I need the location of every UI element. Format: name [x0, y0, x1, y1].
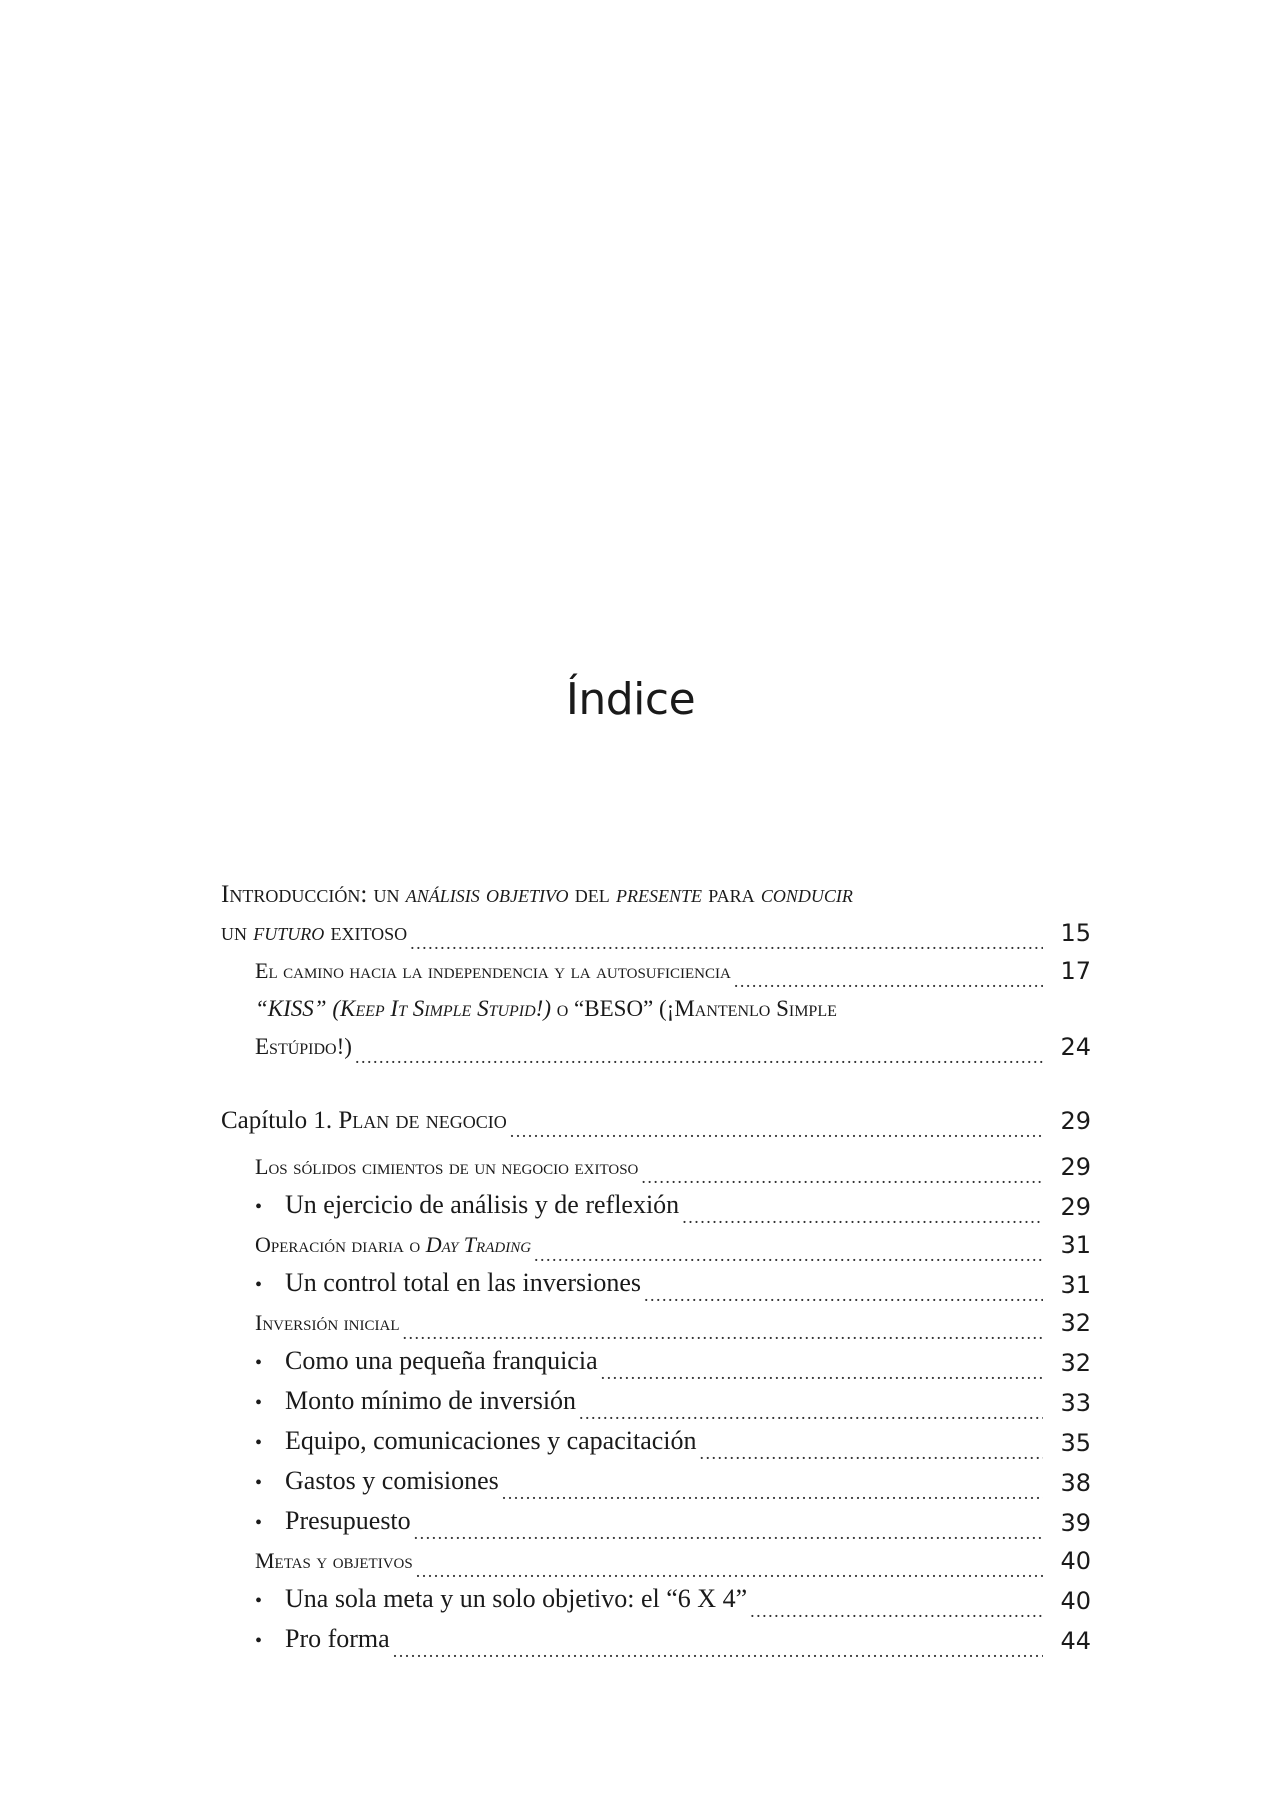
toc-bullet-entry[interactable]: [221, 1502, 1091, 1542]
kiss-text-2: Keep It Simple Stupid!): [340, 996, 551, 1021]
entry-text: Los sólidos cimientos de un negocio exitoso: [255, 1154, 639, 1179]
entry-text: Inversión inicial: [255, 1310, 400, 1335]
toc-section-entry[interactable]: [221, 1226, 1091, 1264]
toc-entry-chapter-1[interactable]: [221, 1102, 1091, 1140]
entry-label: [255, 1502, 411, 1542]
dot-leader: [750, 1602, 1043, 1620]
toc-section-entry[interactable]: [221, 1148, 1091, 1186]
dot-leader: [402, 1324, 1043, 1342]
dot-leader: [641, 1168, 1043, 1186]
dot-leader: [355, 1048, 1043, 1066]
entry-label: [255, 1264, 641, 1304]
entry-text: Como una pequeña franquicia: [285, 1346, 598, 1375]
toc-entry-kiss[interactable]: [221, 1028, 1091, 1066]
toc-bullet-entry[interactable]: [221, 1382, 1091, 1422]
intro-text-8: futuro: [253, 919, 325, 946]
dot-leader: [502, 1484, 1043, 1502]
dot-leader: [601, 1364, 1043, 1382]
entry-text: Un control total en las inversiones: [285, 1268, 641, 1297]
bullet-icon: •: [255, 1352, 263, 1374]
toc-bullet-entry[interactable]: [221, 1422, 1091, 1462]
bullet-icon: •: [255, 1472, 263, 1494]
toc-bullet-entry[interactable]: [221, 1620, 1091, 1660]
toc-entry-camino[interactable]: [221, 952, 1091, 990]
toc-bullet-entry[interactable]: [221, 1186, 1091, 1226]
toc-bullet-entry[interactable]: [221, 1580, 1091, 1620]
page-number: 29: [1060, 1153, 1091, 1181]
entry-text: Gastos y comisiones: [285, 1466, 499, 1495]
dot-leader: [534, 1246, 1043, 1264]
intro-line2: [221, 914, 407, 952]
page-number: 40: [1060, 1587, 1091, 1615]
entry-label: [255, 1148, 638, 1186]
chapter-1-entries: [221, 1148, 1091, 1660]
kiss-text-1: “KISS” (: [255, 996, 340, 1021]
toc-entry-kiss-line1: [221, 990, 1091, 1028]
entry-text: Operación diaria o: [255, 1232, 426, 1257]
entry-text: Equipo, comunicaciones y capacitación: [285, 1426, 697, 1455]
page-number: 29: [1060, 1193, 1091, 1221]
bullet-icon: •: [255, 1196, 263, 1218]
entry-label: El camino hacia la independencia y la autosuficiencia: [255, 958, 731, 983]
spacer: [221, 1066, 1091, 1102]
entry-label: [255, 1382, 576, 1422]
page-number: 24: [1060, 1033, 1091, 1061]
entry-label: [255, 1342, 598, 1382]
page-number: 17: [1060, 957, 1091, 985]
bullet-icon: •: [255, 1432, 263, 1454]
page-number: 33: [1060, 1389, 1091, 1417]
toc-section-entry[interactable]: [221, 1304, 1091, 1342]
page-number: 39: [1060, 1509, 1091, 1537]
bullet-icon: •: [255, 1630, 263, 1652]
page-number: 15: [1060, 919, 1091, 947]
intro-text-2: análisis objetivo: [405, 881, 569, 908]
dot-leader: [393, 1642, 1043, 1660]
dot-leader: [682, 1208, 1043, 1226]
intro-text-3: del: [568, 881, 616, 908]
toc-bullet-entry[interactable]: [221, 1462, 1091, 1502]
dot-leader: [734, 972, 1043, 990]
intro-text-7: un: [221, 919, 254, 946]
dot-leader: [644, 1286, 1043, 1304]
bullet-icon: •: [255, 1274, 263, 1296]
dot-leader: [414, 1524, 1043, 1542]
table-of-contents: [221, 876, 1091, 1660]
entry-label: Estúpido!): [255, 1034, 352, 1059]
dot-leader: [579, 1404, 1043, 1422]
dot-leader: [700, 1444, 1043, 1462]
entry-text: Una sola meta y un solo objetivo: el “6 X 4”: [285, 1584, 748, 1613]
intro-text-9: exitoso: [324, 919, 408, 946]
intro-text-6: conducir: [760, 881, 853, 908]
bullet-icon: •: [255, 1392, 263, 1414]
intro-text-1: Introducción: un: [221, 881, 406, 908]
dot-leader: [410, 934, 1043, 952]
page-number: 32: [1060, 1309, 1091, 1337]
entry-text-italic: Day Trading: [425, 1232, 532, 1257]
entry-label: [255, 1580, 747, 1620]
toc-bullet-entry[interactable]: [221, 1342, 1091, 1382]
entry-label: [255, 1304, 399, 1342]
entry-text: Monto mínimo de inversión: [285, 1386, 577, 1415]
page-number: 35: [1060, 1429, 1091, 1457]
page-number: 44: [1060, 1627, 1091, 1655]
entry-text: Un ejercicio de análisis y de reflexión: [285, 1190, 680, 1219]
page-title: Índice: [565, 674, 696, 725]
entry-label: [255, 1462, 499, 1502]
bullet-icon: •: [255, 1590, 263, 1612]
page-number: 40: [1060, 1547, 1091, 1575]
entry-text: Pro forma: [285, 1624, 390, 1653]
toc-entry-introduction[interactable]: [221, 914, 1091, 952]
entry-text: Metas y objetivos: [255, 1548, 413, 1573]
intro-text-5: para: [701, 881, 761, 908]
spacer: [221, 1140, 1091, 1148]
intro-text-4: presente: [615, 881, 702, 908]
entry-label: [255, 1620, 390, 1660]
toc-section-entry[interactable]: [221, 1542, 1091, 1580]
chapter-prefix: Capítulo 1.: [221, 1107, 339, 1134]
toc-entry-introduction-line1: [221, 876, 1091, 914]
kiss-text-3: o “BESO” (¡Mantenlo Simple: [551, 996, 837, 1021]
chapter-label: [221, 1102, 507, 1140]
entry-label: [255, 1226, 531, 1264]
entry-label: [255, 1422, 697, 1462]
toc-bullet-entry[interactable]: [221, 1264, 1091, 1304]
page-number: 29: [1060, 1107, 1091, 1135]
entry-label: [255, 1186, 679, 1226]
page-number: 31: [1060, 1231, 1091, 1259]
entry-label: [255, 1542, 413, 1580]
page-number: 31: [1060, 1271, 1091, 1299]
page-number: 38: [1060, 1469, 1091, 1497]
bullet-icon: •: [255, 1512, 263, 1534]
entry-text: Presupuesto: [285, 1506, 411, 1535]
chapter-title: Plan de negocio: [338, 1107, 507, 1134]
dot-leader: [510, 1122, 1043, 1140]
dot-leader: [416, 1562, 1043, 1580]
page-number: 32: [1060, 1349, 1091, 1377]
